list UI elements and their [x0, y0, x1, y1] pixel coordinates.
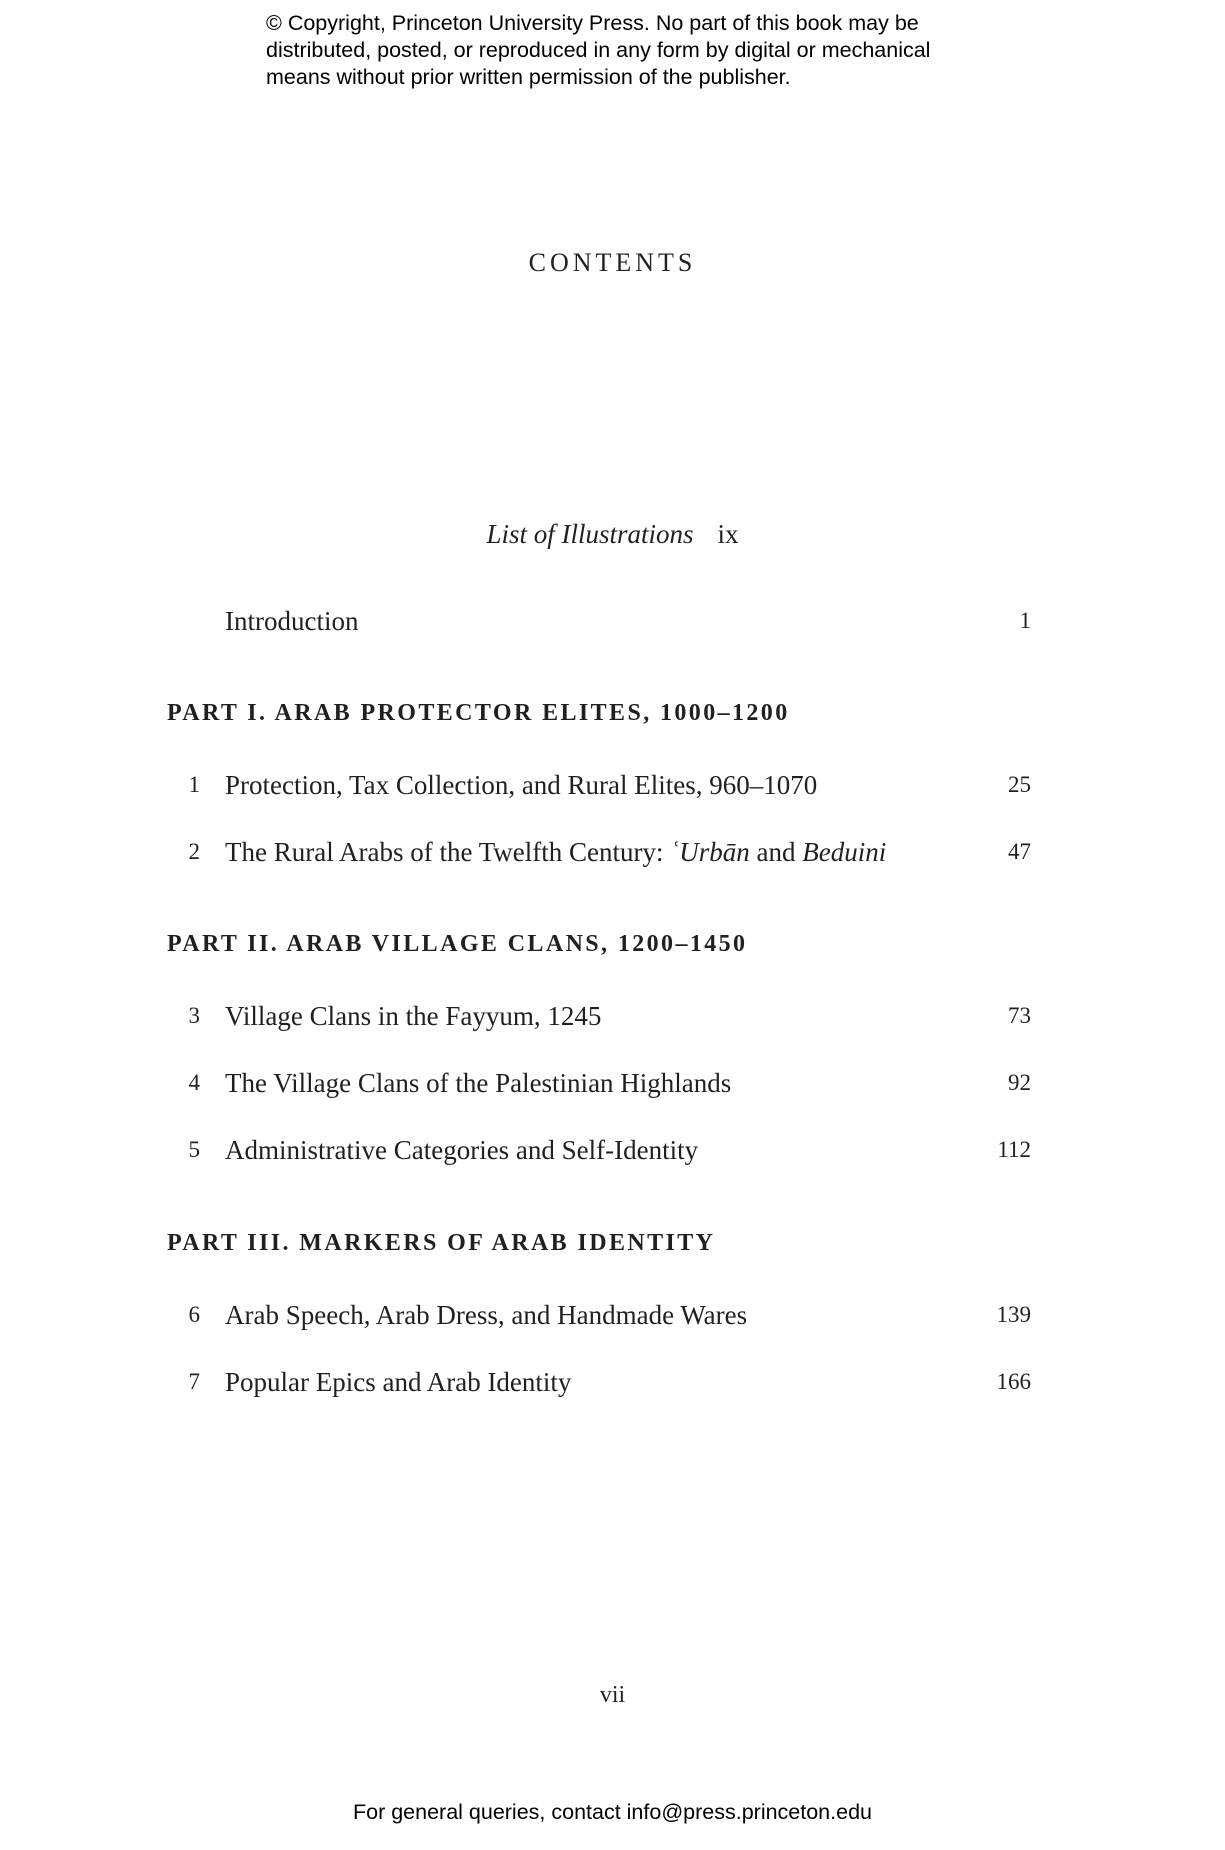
copyright-notice — [266, 10, 1026, 91]
page-folio: vii — [599, 1682, 626, 1708]
contents-heading: CONTENTS — [528, 248, 697, 277]
entry-title — [225, 834, 886, 870]
toc-entry-chapter-2[interactable] — [0, 834, 1225, 870]
toc-entry-chapter-1[interactable] — [0, 767, 1225, 803]
entry-title-italic: Beduini — [802, 837, 887, 867]
entry-page: 92 — [1008, 1070, 1031, 1095]
toc-entry-introduction[interactable] — [0, 603, 1225, 639]
toc-entry-chapter-4[interactable] — [0, 1065, 1225, 1101]
chapter-number: 6 — [188, 1302, 200, 1327]
entry-title: Popular Epics and Arab Identity — [225, 1367, 572, 1397]
chapter-number: 1 — [188, 772, 200, 797]
part-heading-3: PART III. MARKERS OF ARAB IDENTITY — [167, 1230, 716, 1256]
entry-title: Arab Speech, Arab Dress, and Handmade Wares — [225, 1300, 748, 1330]
entry-page: 73 — [1008, 1003, 1031, 1028]
toc-entry-chapter-7[interactable] — [0, 1364, 1225, 1400]
entry-title: Village Clans in the Fayyum, 1245 — [225, 1001, 602, 1031]
entry-page: 166 — [996, 1369, 1031, 1394]
copyright-line: distributed, posted, or reproduced in any form by digital or mechanical — [266, 38, 931, 62]
toc-entry-chapter-5[interactable] — [0, 1132, 1225, 1168]
entry-title-part: The Rural Arabs of the Twelfth Century: — [225, 837, 671, 867]
copyright-line: © Copyright, Princeton University Press. No part of this book may be — [266, 11, 919, 35]
chapter-number: 7 — [188, 1369, 200, 1394]
entry-title: Introduction — [225, 606, 359, 636]
entry-title: Administrative Categories and Self-Identity — [225, 1135, 699, 1165]
entry-title: Protection, Tax Collection, and Rural Elites, 960–1070 — [225, 770, 818, 800]
toc-entry-chapter-6[interactable] — [0, 1297, 1225, 1333]
entry-page: 139 — [996, 1302, 1031, 1327]
chapter-number: 4 — [188, 1070, 200, 1095]
part-heading-2: PART II. ARAB VILLAGE CLANS, 1200–1450 — [167, 931, 748, 957]
entry-page: 25 — [1008, 772, 1031, 797]
chapter-number: 2 — [188, 839, 200, 864]
chapter-number: 3 — [188, 1003, 200, 1028]
chapter-number: 5 — [188, 1137, 200, 1162]
entry-page: 1 — [1019, 608, 1031, 633]
illustrations-label: List of Illustrations — [486, 519, 694, 549]
entry-title-part: and — [749, 837, 803, 867]
entry-title: The Village Clans of the Palestinian Highlands — [225, 1068, 732, 1098]
toc-entry-chapter-3[interactable] — [0, 998, 1225, 1034]
part-heading-1: PART I. ARAB PROTECTOR ELITES, 1000–1200 — [167, 700, 790, 726]
footer-contact: For general queries, contact info@press.princeton.edu — [352, 1800, 872, 1824]
copyright-line: means without prior written permission of the publisher. — [266, 65, 791, 89]
entry-page: 112 — [997, 1137, 1031, 1162]
illustrations-page: ix — [717, 519, 739, 549]
illustrations-entry[interactable] — [0, 519, 1225, 550]
entry-title-italic: ʿUrbān — [670, 837, 750, 867]
entry-page: 47 — [1008, 839, 1031, 864]
